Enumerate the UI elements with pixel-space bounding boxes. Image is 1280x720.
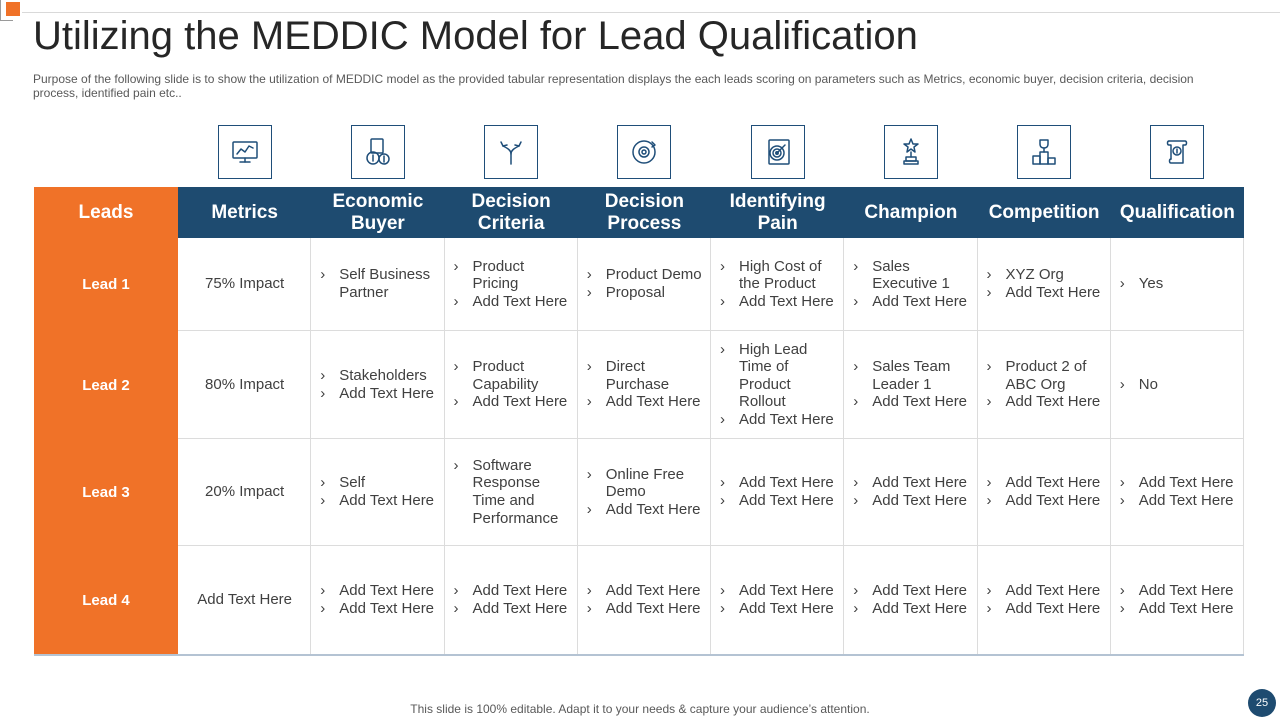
target-document-icon (751, 125, 805, 179)
bullet-item: › Add Text Here (987, 474, 1102, 492)
economic-buyer-cell (311, 238, 444, 331)
header-decision-criteria: Decision Criteria (445, 187, 578, 238)
economic-buyer-cell (311, 331, 444, 439)
decision-process-cell (578, 238, 711, 331)
metric-cell: 75% Impact (178, 238, 311, 331)
bullet-item: › Stakeholders (320, 367, 435, 385)
bullet-item: › Add Text Here (853, 293, 968, 311)
money-bags-icon (351, 125, 405, 179)
qualification-cell (1111, 238, 1244, 331)
decision-criteria-cell (445, 439, 578, 546)
corner-accent-square (6, 2, 20, 16)
decision-process-cell (578, 546, 711, 654)
meddic-table (34, 187, 1244, 656)
champion-cell (844, 238, 977, 331)
bullet-item: › Product Pricing (454, 258, 569, 293)
bullet-item: › Online Free Demo (587, 466, 702, 501)
champion-cell (844, 546, 977, 654)
bullet-item: › Self Business Partner (320, 266, 435, 301)
bullet-item: › Sales Executive 1 (853, 258, 968, 293)
bullet-item: › Proposal (587, 284, 702, 302)
bullet-item: › Add Text Here (720, 474, 835, 492)
qualification-cell (1111, 439, 1244, 546)
bullet-item: › Add Text Here (853, 600, 968, 618)
header-economic-buyer: Economic Buyer (311, 187, 444, 238)
bullet-item: › Sales Team Leader 1 (853, 358, 968, 393)
footer-note: This slide is 100% editable. Adapt it to your needs & capture your audience’s attention. (410, 702, 870, 716)
monitor-chart-icon (218, 125, 272, 179)
bullet-item: › Add Text Here (987, 582, 1102, 600)
header-identifying-pain: Identifying Pain (711, 187, 844, 238)
bullet-item: › Add Text Here (1120, 600, 1235, 618)
lead-label: Lead 2 (34, 331, 178, 439)
decision-criteria-cell (445, 238, 578, 331)
column-icons-row (178, 125, 1244, 181)
bullet-item: › Yes (1120, 275, 1235, 293)
identifying-pain-cell (711, 546, 844, 654)
bullet-item: › Add Text Here (853, 582, 968, 600)
identifying-pain-cell (711, 439, 844, 546)
top-divider (22, 12, 1280, 13)
economic-buyer-cell (311, 546, 444, 654)
bullet-item: › High Cost of the Product (720, 258, 835, 293)
gear-cycle-icon (617, 125, 671, 179)
bullet-item: › Add Text Here (320, 600, 435, 618)
bullet-item: › XYZ Org (987, 266, 1102, 284)
lead-label: Lead 4 (34, 546, 178, 654)
lead-label: Lead 3 (34, 439, 178, 546)
page-number-badge: 25 (1248, 689, 1276, 717)
bullet-item: › Add Text Here (1120, 582, 1235, 600)
bullet-item: › Product Capability (454, 358, 569, 393)
bullet-item: › Self (320, 474, 435, 492)
bullet-item: › Add Text Here (320, 582, 435, 600)
slide-title: Utilizing the MEDDIC Model for Lead Qualification (33, 14, 918, 58)
decision-criteria-cell (445, 546, 578, 654)
champion-cell (844, 331, 977, 439)
bullet-item: › Add Text Here (320, 492, 435, 510)
bullet-item: › Add Text Here (720, 582, 835, 600)
bullet-item: › Product Demo (587, 266, 702, 284)
bullet-item: › No (1120, 376, 1235, 394)
trophy-icon (884, 125, 938, 179)
decision-process-cell (578, 331, 711, 439)
competition-cell (978, 546, 1111, 654)
bullet-item: › Add Text Here (987, 393, 1102, 411)
decision-criteria-cell (445, 331, 578, 439)
champion-cell (844, 439, 977, 546)
bullet-item: › Add Text Here (853, 393, 968, 411)
bullet-item: › Add Text Here (587, 501, 702, 519)
slide-subtitle: Purpose of the following slide is to show the utilization of MEDDIC model as the provided tabular representation displays the each leads scoring on parameters such as Metrics, economic buyer, decision criteria, decision process, identified pain etc.. (33, 72, 1194, 100)
bullet-item: › Add Text Here (587, 600, 702, 618)
bullet-item: › Product 2 of ABC Org (987, 358, 1102, 393)
bullet-item: › Add Text Here (320, 385, 435, 403)
header-leads: Leads (34, 187, 178, 238)
bullet-item: › Add Text Here (587, 582, 702, 600)
bullet-item: › Add Text Here (1120, 492, 1235, 510)
bullet-item: › Add Text Here (454, 393, 569, 411)
header-decision-process: Decision Process (578, 187, 711, 238)
competition-cell (978, 238, 1111, 331)
bullet-item: › Add Text Here (853, 474, 968, 492)
header-metrics: Metrics (178, 187, 311, 238)
bullet-item: › Add Text Here (454, 293, 569, 311)
bullet-item: › Add Text Here (987, 600, 1102, 618)
header-qualification: Qualification (1111, 187, 1244, 238)
bullet-item: › Add Text Here (720, 293, 835, 311)
bullet-item: › Add Text Here (720, 492, 835, 510)
decision-process-cell (578, 439, 711, 546)
bullet-item: › Software Response Time and Performance (454, 457, 569, 527)
bullet-item: › High Lead Time of Product Rollout (720, 341, 835, 411)
bullet-item: › Add Text Here (454, 600, 569, 618)
lead-label: Lead 1 (34, 238, 178, 331)
bullet-item: › Add Text Here (587, 393, 702, 411)
identifying-pain-cell (711, 238, 844, 331)
bullet-item: › Add Text Here (720, 600, 835, 618)
economic-buyer-cell (311, 439, 444, 546)
podium-icon (1017, 125, 1071, 179)
competition-cell (978, 439, 1111, 546)
bullet-item: › Direct Purchase (587, 358, 702, 393)
bullet-item: › Add Text Here (454, 582, 569, 600)
competition-cell (978, 331, 1111, 439)
qualification-cell (1111, 546, 1244, 654)
split-arrows-icon (484, 125, 538, 179)
bullet-item: › Add Text Here (987, 284, 1102, 302)
certificate-scroll-icon (1150, 125, 1204, 179)
identifying-pain-cell (711, 331, 844, 439)
qualification-cell (1111, 331, 1244, 439)
metric-cell: 20% Impact (178, 439, 311, 546)
bullet-item: › Add Text Here (987, 492, 1102, 510)
header-competition: Competition (978, 187, 1111, 238)
header-champion: Champion (844, 187, 977, 238)
bullet-item: › Add Text Here (853, 492, 968, 510)
bullet-item: › Add Text Here (720, 411, 835, 429)
metric-cell: 80% Impact (178, 331, 311, 439)
metric-cell: Add Text Here (178, 546, 311, 654)
bullet-item: › Add Text Here (1120, 474, 1235, 492)
